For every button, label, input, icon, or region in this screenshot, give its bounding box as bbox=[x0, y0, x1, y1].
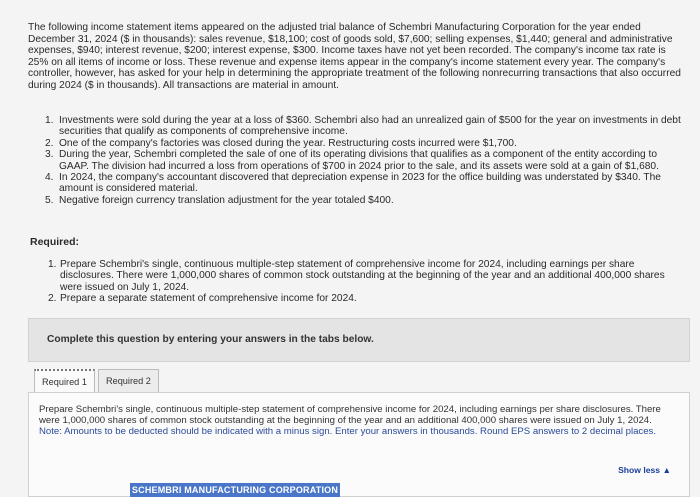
required-list bbox=[48, 259, 673, 305]
required-heading: Required: bbox=[30, 236, 80, 248]
tab-bar bbox=[34, 369, 159, 391]
panel-note: Note: Amounts to be deducted should be indicated with a minus sign. Enter your answers in thousands. Round EPS answers to 2 decimal places. bbox=[39, 425, 657, 437]
list-item: 5. Negative foreign currency translation adjustment for the year totaled $400. bbox=[45, 194, 394, 206]
tab-required-1[interactable]: Required 1 bbox=[34, 369, 95, 394]
problem-intro: The following income statement items appeared on the adjusted trial balance of Schembri Manufacturing Corporation for the year ended December 31, 2024 ($ in thousands): sales revenue, $18,100; cost of goods sold, $7,600; selling expenses, $1,440; general and administrative expenses, $940; interest revenue, $200; interest expense, $300. Income taxes have not yet been recorded. The company's income tax rate is 25% on all items of income or loss. These revenue and expense items appear in the company's income statement every year. The company's controller, however, has asked for your help in determining the appropriate treatment of the following nonrecurring transactions that also occurred during 2024 ($ in thousands). All transactions are material in amount. bbox=[28, 22, 681, 91]
tab-required-2[interactable]: Required 2 bbox=[98, 369, 159, 393]
instructions-text: Complete this question by entering your answers in the tabs below. bbox=[47, 334, 374, 345]
list-item: 4. In 2024, the company's accountant discovered that depreciation expense in 2023 for the office building was understated by $340. The amount is considered material. bbox=[45, 172, 661, 195]
instructions-box bbox=[28, 318, 690, 362]
transaction-list bbox=[45, 115, 685, 206]
list-item: 1. Prepare Schembri's single, continuous multiple-step statement of comprehensive income for 2024, including earnings per share disclosures. There were 1,000,000 shares of common stock outstanding at the beginning of the year and an additional 400,000 shares were issued on July 1, 2024. bbox=[48, 259, 665, 293]
show-less-link[interactable]: Show less ▲ bbox=[618, 465, 671, 475]
list-item: 3. During the year, Schembri completed the sale of one of its operating divisions that qualifies as a component of the entity according to GAAP. The division had incurred a loss from operations of $700 in 2024 prior to the sale, and its assets were sold at a gain of $1,680. bbox=[45, 149, 659, 172]
list-item: 1. Investments were sold during the year at a loss of $360. Schembri also had an unrealized gain of $500 for the year on investments in debt securities that qualify as components of comprehensive income. bbox=[45, 115, 681, 138]
list-item: 2. One of the company's factories was closed during the year. Restructuring costs incurred were $1,700. bbox=[45, 137, 517, 149]
list-item: 2. Prepare a separate statement of comprehensive income for 2024. bbox=[48, 293, 357, 305]
tab-panel bbox=[28, 392, 690, 497]
panel-instructions bbox=[39, 405, 679, 437]
statement-header: SCHEMBRI MANUFACTURING CORPORATION bbox=[131, 485, 339, 495]
panel-description: Prepare Schembri's single, continuous multiple-step statement of comprehensive income for 2024, including earnings per share disclosures. There were 1,000,000 shares of common stock outstanding at the beginning of the year and an additional 400,000 shares were issued on July 1, 2024. bbox=[39, 404, 661, 426]
